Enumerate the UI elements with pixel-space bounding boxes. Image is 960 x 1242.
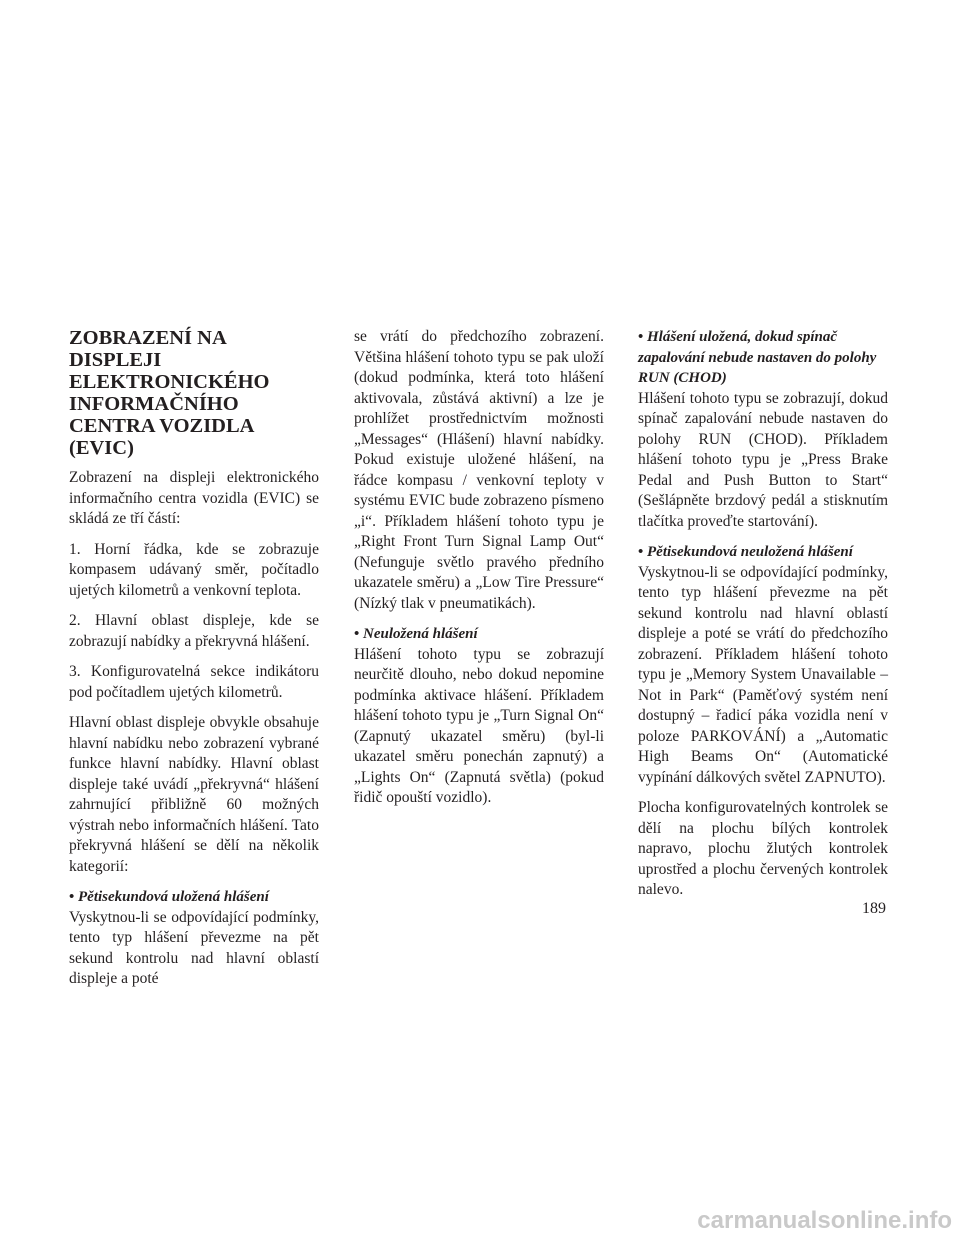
- subheading-unstored: [354, 624, 604, 645]
- section-heading: ZOBRAZENÍ NA DISPLEJI ELEKTRONICKÉHO INFORMAČNÍHO CENTRA VOZIDLA (EVIC): [69, 327, 270, 459]
- body-paragraph: Hlášení tohoto typu se zobrazují, dokud spínač zapalování nebude nastaven do polohy RUN (CHOD). Příkladem hlášení tohoto typu je „Press Brake Pedal and Push Button to Start“ (Sešlápněte brzdový pedál a stisknutím tlačítka proveďte startování).: [638, 389, 888, 530]
- column-middle: [354, 327, 604, 819]
- bullet-icon: •: [638, 329, 644, 345]
- page-number: 189: [862, 900, 886, 917]
- watermark: carmanualsonline.info: [697, 1207, 952, 1234]
- subheading-stored-until-run: [638, 327, 888, 389]
- subheading-five-second-unstored: [638, 542, 888, 563]
- intro-paragraph: Zobrazení na displeji elektronického informačního centra vozidla (EVIC) se skládá ze tří částí:: [69, 469, 319, 527]
- body-paragraph: se vrátí do předchozího zobrazení. Většina hlášení tohoto typu se pak uloží (dokud podmínka, která toto hlášení aktivovala, zůstává aktivní) a lze je prohlížet prostřednictvím možnosti „Messages“ (Hlášení) hlavní nabídky. Pokud existuje uložené hlášení, na řádce kompasu / venkovní teploty v systému EVIC bude zobrazeno písmeno „i“. Příkladem hlášení tohoto typu je „Right Front Turn Signal Lamp Out“ (Nefunguje světlo pravého předního ukazatele směru) a „Low Tire Pressure“ (Nízký tlak v pneumatikách).: [354, 328, 604, 612]
- column-left: [69, 327, 319, 1000]
- bullet-icon: •: [354, 626, 360, 642]
- subheading-text: Hlášení uložená, dokud spínač zapalování nebude nastaven do polohy RUN (CHOD): [638, 329, 877, 386]
- subheading-text: Pětisekundová neuložená hlášení: [647, 544, 853, 560]
- body-paragraph: Vyskytnou-li se odpovídající podmínky, tento typ hlášení převezme na pět sekund kontrolu nad hlavní oblastí displeje a poté se vrátí do předchozího zobrazení. Příkladem hlášení tohoto typu je „Memory System Unavailable – Not in Park“ (Paměťový systém není dostupný – řadicí páka vozidla není v poloze PARKOVÁNÍ) a „Automatic High Beams On“ (Automatické vypínání dálkových světel ZAPNUTO).: [638, 563, 888, 786]
- body-paragraph: Hlášení tohoto typu se zobrazují neurčitě dlouho, nebo dokud nepomine podmínka aktivace hlášení. Příkladem hlášení tohoto typu je „Turn Signal On“ (Zapnutý ukazatel směru) (byl-li ukazatel směru ponechán zapnutý) a „Lights On“ (Zapnutá světla) (pokud řidič opouští vozidlo).: [354, 645, 604, 806]
- bullet-icon: •: [638, 544, 644, 560]
- body-paragraph: Plocha konfigurovatelných kontrolek se dělí na plochu bílých kontrolek napravo, plochu žlutých kontrolek uprostřed a plochu červených kontrolek nalevo.: [638, 799, 888, 898]
- body-paragraph: Vyskytnou-li se odpovídající podmínky, tento typ hlášení převezme na pět sekund kontrolu nad hlavní oblastí displeje a poté: [69, 908, 319, 987]
- list-item-2: 2. Hlavní oblast displeje, kde se zobrazují nabídky a překryvná hlášení.: [69, 612, 319, 650]
- column-right: [638, 327, 888, 911]
- subheading-text: Neuložená hlášení: [363, 626, 478, 642]
- list-item-3: 3. Konfigurovatelná sekce indikátoru pod počítadlem ujetých kilometrů.: [69, 663, 319, 701]
- main-area-paragraph: Hlavní oblast displeje obvykle obsahuje hlavní nabídku nebo zobrazení vybrané funkce hlavní nabídky. Hlavní oblast displeje také uvádí „překryvná“ hlášení zahrnující přibližně 60 možných výstrah nebo informačních hlášení. Tato překryvná hlášení se dělí na několik kategorií:: [69, 714, 319, 875]
- list-item-1: 1. Horní řádka, kde se zobrazuje kompasem udávaný směr, počítadlo ujetých kilometrů a venkovní teplota.: [69, 540, 319, 599]
- bullet-icon: •: [69, 889, 75, 905]
- subheading-text: Pětisekundová uložená hlášení: [78, 889, 269, 905]
- subheading-five-second-stored: [69, 887, 319, 908]
